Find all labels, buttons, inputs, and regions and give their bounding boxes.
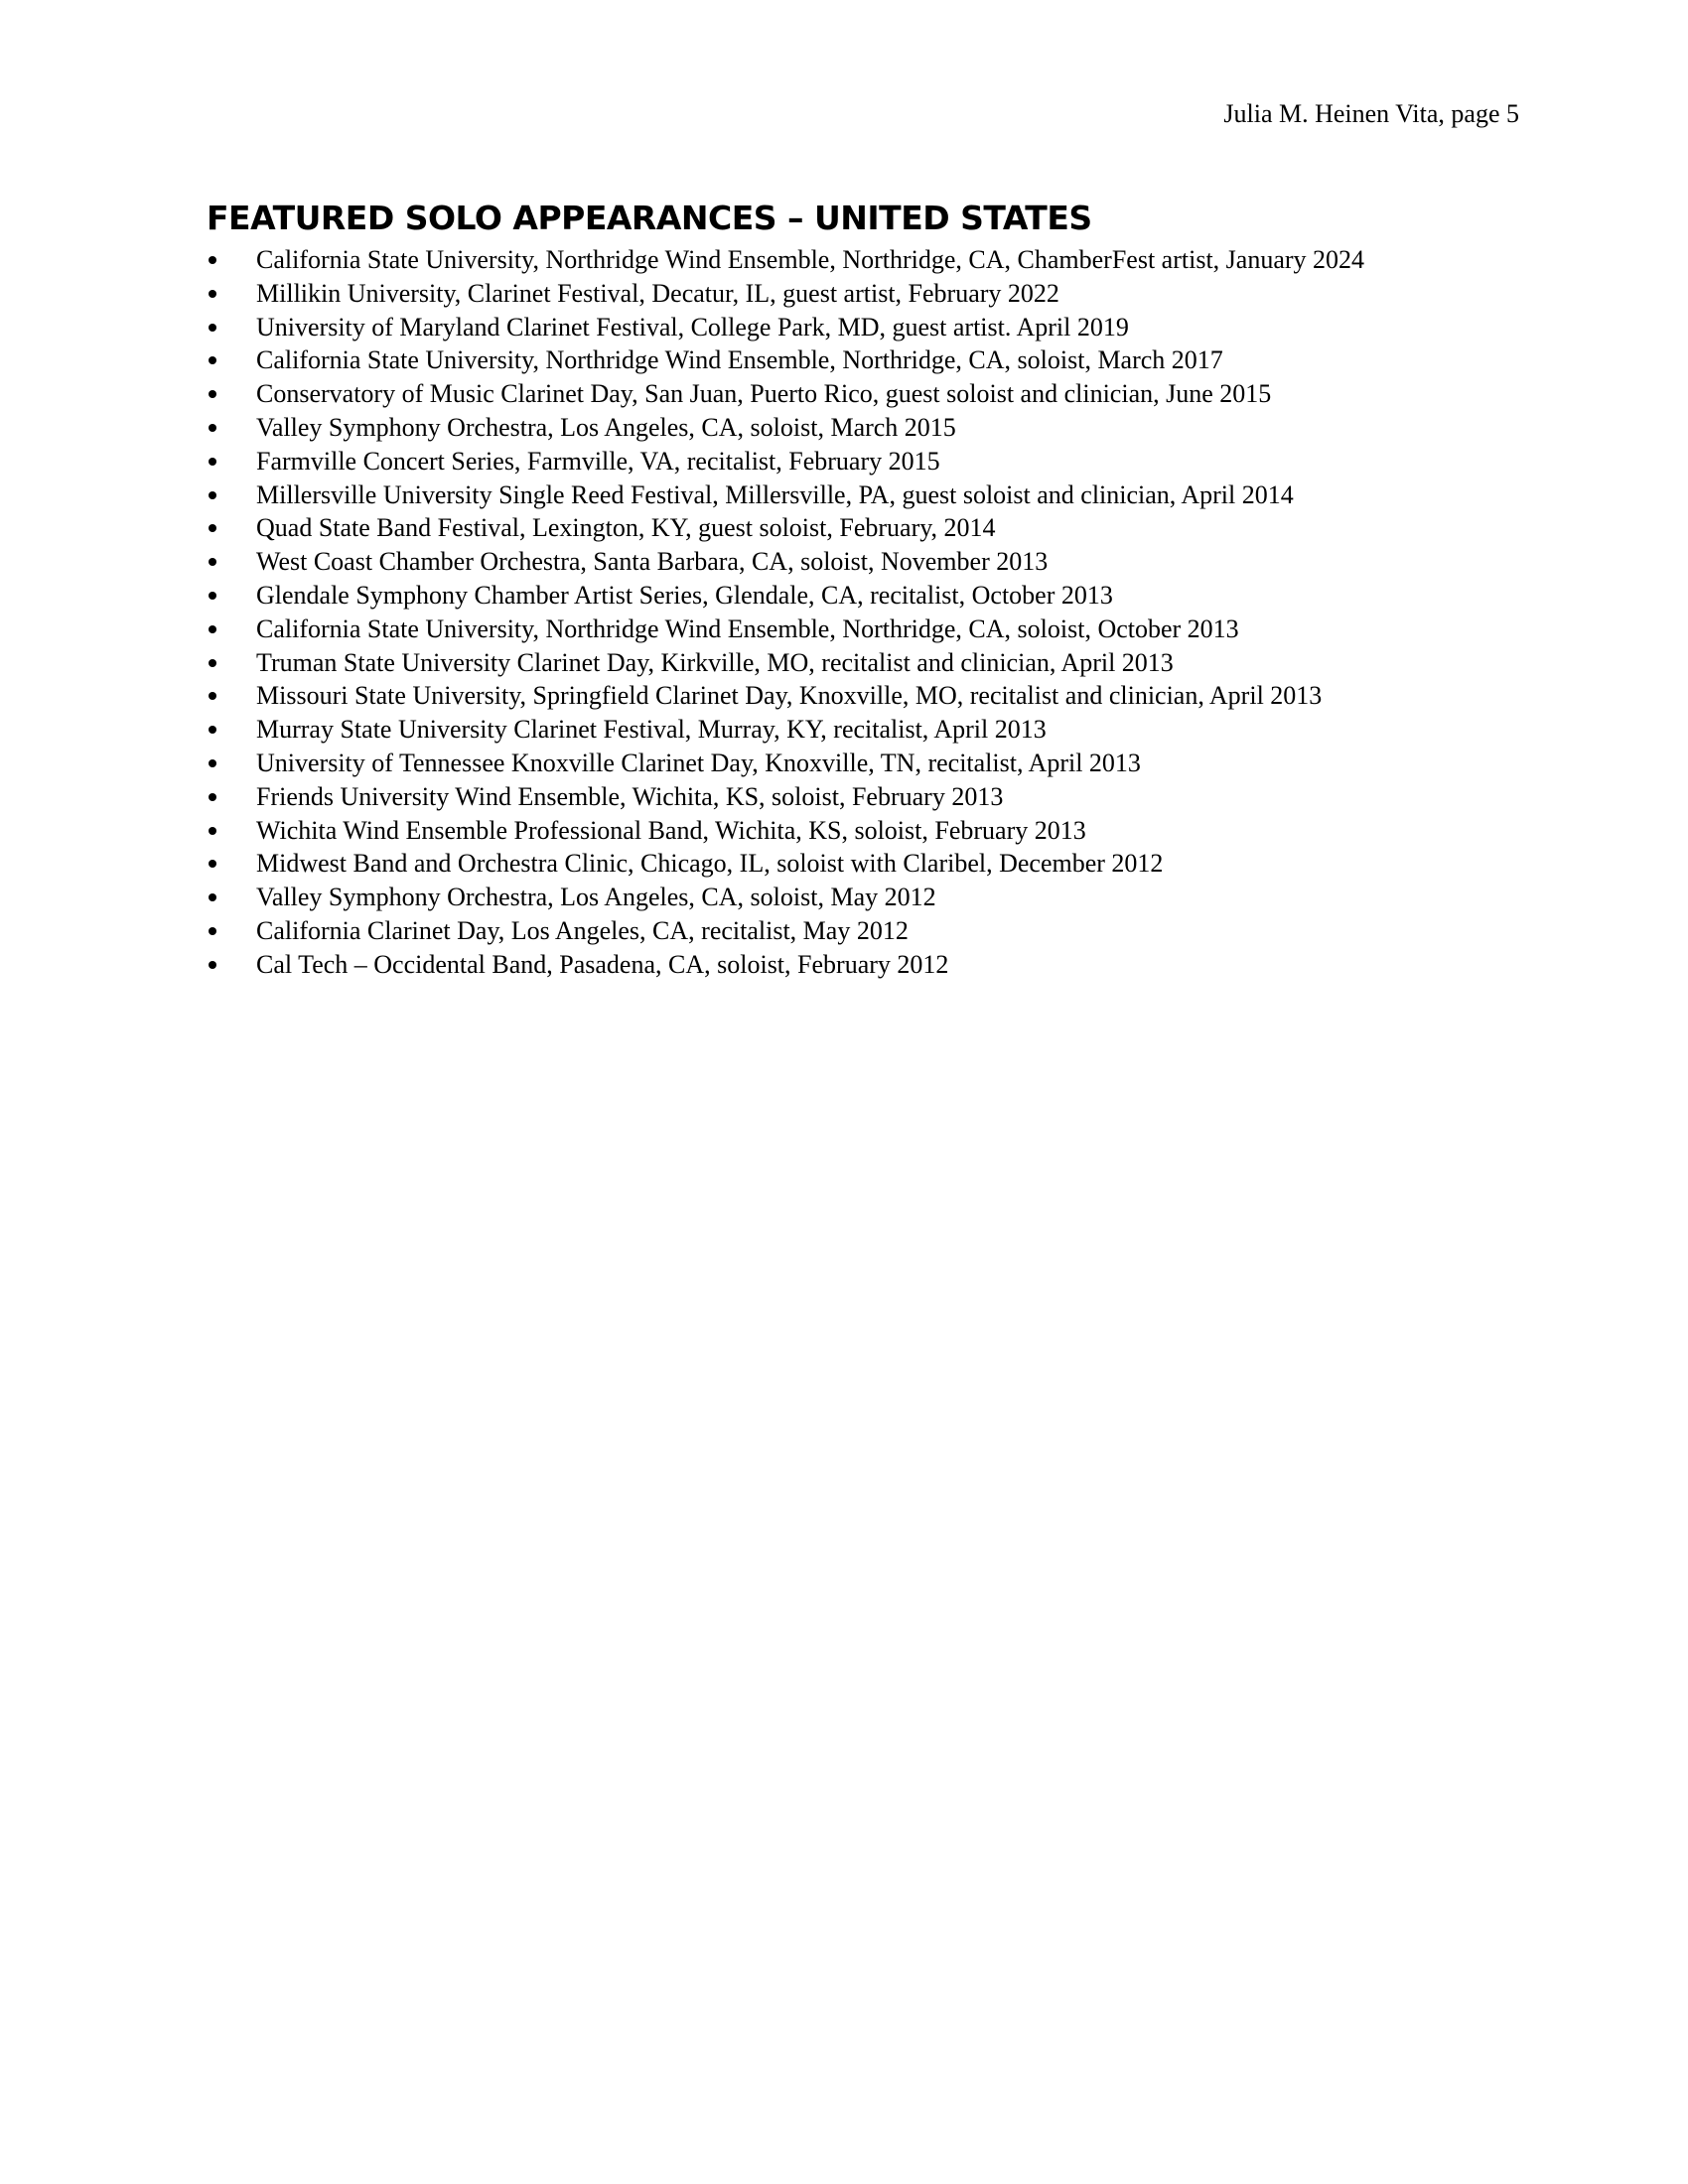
list-item: [207, 679, 1364, 713]
list-item: [207, 579, 1364, 613]
bullet-icon: [209, 692, 216, 700]
page-running-head: Julia M. Heinen Vita, page 5: [1223, 99, 1519, 128]
list-item: [207, 646, 1364, 680]
list-item-text: Valley Symphony Orchestra, Los Angeles, CA, soloist, March 2015: [256, 412, 956, 442]
bullet-icon: [209, 893, 216, 901]
list-item: [207, 613, 1364, 646]
list-item-text: California State University, Northridge Wind Ensemble, Northridge, CA, soloist, March 2017: [256, 345, 1223, 375]
list-item-text: Cal Tech – Occidental Band, Pasadena, CA, soloist, February 2012: [256, 949, 949, 979]
bullet-icon: [209, 458, 216, 466]
list-item-text: West Coast Chamber Orchestra, Santa Barbara, CA, soloist, November 2013: [256, 547, 1049, 577]
list-item-text: Missouri State University, Springfield Clarinet Day, Knoxville, MO, recitalist and clinician, April 2013: [256, 681, 1323, 711]
list-item: [207, 713, 1364, 747]
bullet-icon: [209, 793, 216, 801]
list-item-text: California State University, Northridge Wind Ensemble, Northridge, CA, soloist, October 2013: [256, 614, 1239, 643]
bullet-icon: [209, 625, 216, 633]
list-item-text: University of Tennessee Knoxville Clarinet Day, Knoxville, TN, recitalist, April 2013: [256, 748, 1141, 777]
list-item-text: Conservatory of Music Clarinet Day, San Juan, Puerto Rico, guest soloist and clinician, June 2015: [256, 379, 1272, 409]
list-item-text: Midwest Band and Orchestra Clinic, Chicago, IL, soloist with Claribel, December 2012: [256, 849, 1164, 879]
list-item: [207, 780, 1364, 814]
bullet-icon: [209, 659, 216, 667]
bullet-icon: [209, 592, 216, 600]
list-item: [207, 914, 1364, 948]
list-item: [207, 747, 1364, 780]
list-item: [207, 545, 1364, 579]
list-item-text: Millersville University Single Reed Festival, Millersville, PA, guest soloist and clinician, April 2014: [256, 479, 1294, 509]
section-title: FEATURED SOLO APPEARANCES – UNITED STATES: [207, 199, 1092, 237]
bullet-icon: [209, 256, 216, 264]
bullet-icon: [209, 390, 216, 398]
list-item: [207, 847, 1364, 881]
bullet-icon: [209, 524, 216, 532]
bullet-icon: [209, 356, 216, 364]
list-item-text: Murray State University Clarinet Festival, Murray, KY, recitalist, April 2013: [256, 715, 1047, 745]
bullet-icon: [209, 424, 216, 432]
bullet-icon: [209, 324, 216, 332]
list-item-text: Wichita Wind Ensemble Professional Band, Wichita, KS, soloist, February 2013: [256, 815, 1086, 845]
list-item-text: California Clarinet Day, Los Angeles, CA, recitalist, May 2012: [256, 915, 909, 945]
list-item: [207, 411, 1364, 445]
list-item: [207, 377, 1364, 411]
list-item-text: Friends University Wind Ensemble, Wichita, KS, soloist, February 2013: [256, 781, 1004, 811]
list-item: [207, 445, 1364, 478]
list-item: [207, 343, 1364, 377]
bullet-icon: [209, 860, 216, 868]
appearances-list: [207, 243, 1364, 982]
bullet-icon: [209, 827, 216, 835]
list-item: [207, 948, 1364, 982]
list-item-text: Millikin University, Clarinet Festival, Decatur, IL, guest artist, February 2022: [256, 278, 1059, 308]
list-item: [207, 311, 1364, 344]
list-item-text: Glendale Symphony Chamber Artist Series, Glendale, CA, recitalist, October 2013: [256, 580, 1113, 610]
bullet-icon: [209, 491, 216, 499]
bullet-icon: [209, 290, 216, 298]
list-item: [207, 814, 1364, 848]
bullet-icon: [209, 558, 216, 566]
bullet-icon: [209, 961, 216, 969]
list-item: [207, 478, 1364, 512]
list-item-text: California State University, Northridge Wind Ensemble, Northridge, CA, ChamberFest artist, January 2024: [256, 245, 1365, 274]
list-item-text: Valley Symphony Orchestra, Los Angeles, CA, soloist, May 2012: [256, 883, 936, 912]
list-item-text: Truman State University Clarinet Day, Kirkville, MO, recitalist and clinician, April 2013: [256, 647, 1174, 677]
bullet-icon: [209, 927, 216, 935]
list-item: [207, 881, 1364, 914]
list-item-text: Farmville Concert Series, Farmville, VA, recitalist, February 2015: [256, 446, 940, 476]
list-item: [207, 243, 1364, 277]
list-item: [207, 511, 1364, 545]
bullet-icon: [209, 726, 216, 734]
list-item-text: University of Maryland Clarinet Festival, College Park, MD, guest artist. April 2019: [256, 312, 1129, 341]
list-item-text: Quad State Band Festival, Lexington, KY, guest soloist, February, 2014: [256, 513, 996, 543]
list-item: [207, 277, 1364, 311]
bullet-icon: [209, 759, 216, 767]
